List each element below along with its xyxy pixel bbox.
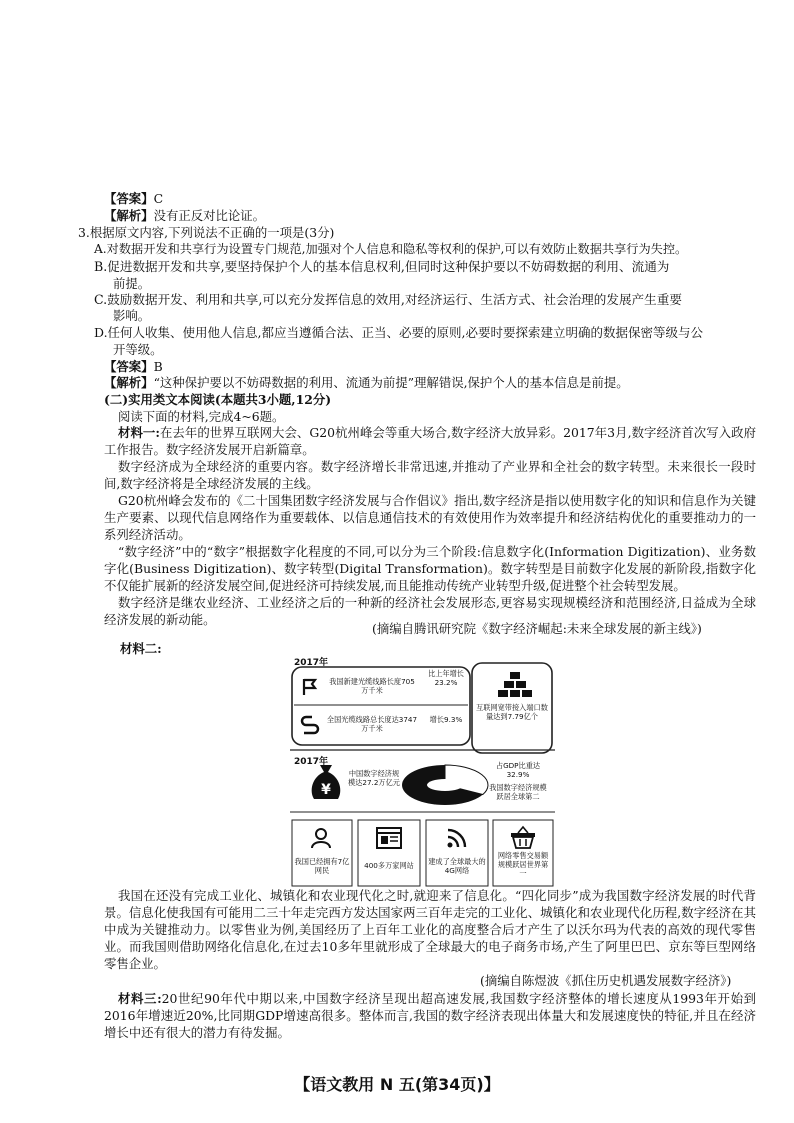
material1-p2: 数字经济成为全球经济的重要内容。数字经济增长非常迅速,并推动了产业界和全社会的数字转型。未来很长一段时间,数字经济将是全球经济发展的主线。 <box>104 459 756 491</box>
material1-p1 <box>104 424 756 458</box>
q2-answer <box>104 190 163 207</box>
q3-option-d-line1: D.任何人收集、使用他人信息,都应当遵循合法、正当、必要的原则,必要时要探索建立明确的数据保密等级与公 <box>94 325 703 340</box>
netizens-text: 我国已经拥有7亿网民 <box>294 857 350 875</box>
user-icon <box>310 827 332 849</box>
q2-analysis-label: 【解析】 <box>104 208 154 223</box>
money-bag-icon <box>308 763 344 803</box>
website-icon <box>376 827 402 849</box>
q2-analysis <box>104 207 265 224</box>
economy-rank-text: 我国数字经济规模跃居全球第二 <box>489 783 547 801</box>
material1-p1-text: 在去年的世界互联网大会、G20杭州峰会等重大场合,数字经济大放异彩。2017年3月,数字经济首次写入政府工作报告。数字经济发展开启新篇章。 <box>104 425 756 457</box>
gdp-share-chart <box>400 757 490 809</box>
shopping-basket-icon <box>510 825 536 849</box>
broadband-ports-text: 互联网宽带接入端口数量达到7.79亿个 <box>476 703 548 721</box>
infographic-year-mid: 2017年 <box>294 757 329 767</box>
q3-analysis-label: 【解析】 <box>104 375 154 390</box>
fiber-new-text: 我国新建光缆线路长度705万千米 <box>329 677 415 695</box>
q3-option-c-line1: C.鼓励数据开发、利用和共享,可以充分发挥信息的效用,对经济运行、生活方式、社会治理的发展产生重要 <box>94 292 682 307</box>
material1-source: (摘编自腾讯研究院《数字经济崛起:未来全球发展的新主线》) <box>372 621 702 636</box>
gdp-share-text: 占GDP比重达32.9% <box>495 761 541 779</box>
svg-text:¥: ¥ <box>321 782 331 798</box>
q3-option-a: A.对数据开发和共享行为设置专门规范,加强对个人信息和隐私等权利的保护,可以有效防止数据共享行为失控。 <box>94 242 688 256</box>
section2-instruction: 阅读下面的材料,完成4~6题。 <box>118 409 285 424</box>
material1-p5: 数字经济是继农业经济、工业经济之后的一种新的经济社会发展形态,更容易实现规模经济和范围经济,日益成为全球经济发展的新动能。 <box>104 595 756 627</box>
network-ports-icon <box>498 671 532 699</box>
q3-option-c-line2: 影响。 <box>113 308 151 323</box>
q2-answer-label: 【答案】 <box>104 191 154 206</box>
cable-icon <box>300 715 320 737</box>
material3-p1-text: 20世纪90年代中期以来,中国数字经济呈现出超高速发展,我国数字经济整体的增长速度从1993年开始到2016年增速近20%,比同期GDP增速高很多。整体而言,我国的数字经济表现出体量大和发展速度快的特征,并且在经济增长中还有很大的潜力有待发掘。 <box>104 991 756 1040</box>
fiber-total-text: 全国光缆线路总长度达3747万千米 <box>326 715 418 733</box>
q3-answer-label: 【答案】 <box>104 359 154 374</box>
q3-option-b-line1: B.促进数据开发和共享,要坚持保护个人的基本信息权利,但同时这种保护要以不妨碍数据的利用、流通为 <box>94 259 670 274</box>
material2-label: 材料二: <box>120 641 162 656</box>
q3-stem: 3.根据原文内容,下列说法不正确的一项是(3分) <box>78 225 335 240</box>
material1-p3: G20杭州峰会发布的《二十国集团数字经济发展与合作倡议》指出,数字经济是指以使用数字化的知识和信息作为关键生产要素、以现代信息网络作为重要载体、以信息通信技术的有效使用作为效率提升和经济结构优化的重要推动力的一系列经济活动。 <box>104 493 756 542</box>
digital-economy-infographic <box>290 657 555 889</box>
q3-option-d-line2: 开等级。 <box>113 342 163 357</box>
page-footer: 【语文教用 N 五(第34页)】 <box>294 1075 500 1094</box>
material1-label: 材料一: <box>118 425 160 440</box>
fiber-growth-text: 比上年增长23.2% <box>428 669 464 687</box>
signal-4g-icon <box>446 827 468 849</box>
q3-analysis <box>104 374 629 391</box>
section2-heading: (二)实用类文本阅读(本题共3小题,12分) <box>104 392 332 407</box>
material2-p1: 我国在还没有完成工业化、城镇化和农业现代化之时,就迎来了信息化。“四化同步”成为我国数字经济发展的时代背景。信息化使我国有可能用二三十年走完西方发达国家两三百年走完的工业化、城镇化和农业现代化历程,数字经济在其中成为关键推动力。以零售业为例,美国经历了上百年工业化的高度整合后才产生了以沃尔玛为代表的高效的现代零售业。而我国则借助网络化信息化,在过去10多年里就形成了全球最大的电子商务市场,产生了阿里巴巴、京东等巨型网络零售企业。 <box>104 888 756 971</box>
q2-answer-value: C <box>153 191 164 206</box>
q3-answer <box>104 358 163 375</box>
q2-analysis-text: 没有正反对比论证。 <box>153 208 266 223</box>
material2-source: (摘编自陈煜波《抓住历史机遇发展数字经济》) <box>480 973 732 988</box>
total-growth-text: 增长9.3% <box>429 715 463 724</box>
flag-icon <box>300 677 320 697</box>
q3-option-b-line2: 前提。 <box>113 276 151 291</box>
material3-label: 材料三: <box>118 991 162 1006</box>
economy-scale-text: 中国数字经济规模达27.2万亿元 <box>348 769 400 787</box>
q3-analysis-text: “这种保护要以不妨碍数据的利用、流通为前提”理解错误,保护个人的基本信息是前提。 <box>153 375 629 390</box>
material3-p1 <box>104 990 756 1041</box>
q3-answer-value: B <box>153 359 163 374</box>
websites-text: 400多万家网站 <box>364 861 414 870</box>
network-4g-text: 建成了全球最大的4G网络 <box>428 857 486 875</box>
ecommerce-text: 网络零售交易额规模跃居世界第一 <box>497 851 549 878</box>
infographic-year-top: 2017年 <box>294 658 329 668</box>
material1-p4: “数字经济”中的“数字”根据数字化程度的不同,可以分为三个阶段:信息数字化(Information Digitization)、业务数字化(Business Digitization)、数字转型(Digital Transformation)。数字转型是目前数字化发展的新阶段,指数字化不仅能扩展新的经济发展空间,促进经济可持续发展,而且能推动传统产业转型升级,促进整个社会转型发展。 <box>104 544 756 593</box>
